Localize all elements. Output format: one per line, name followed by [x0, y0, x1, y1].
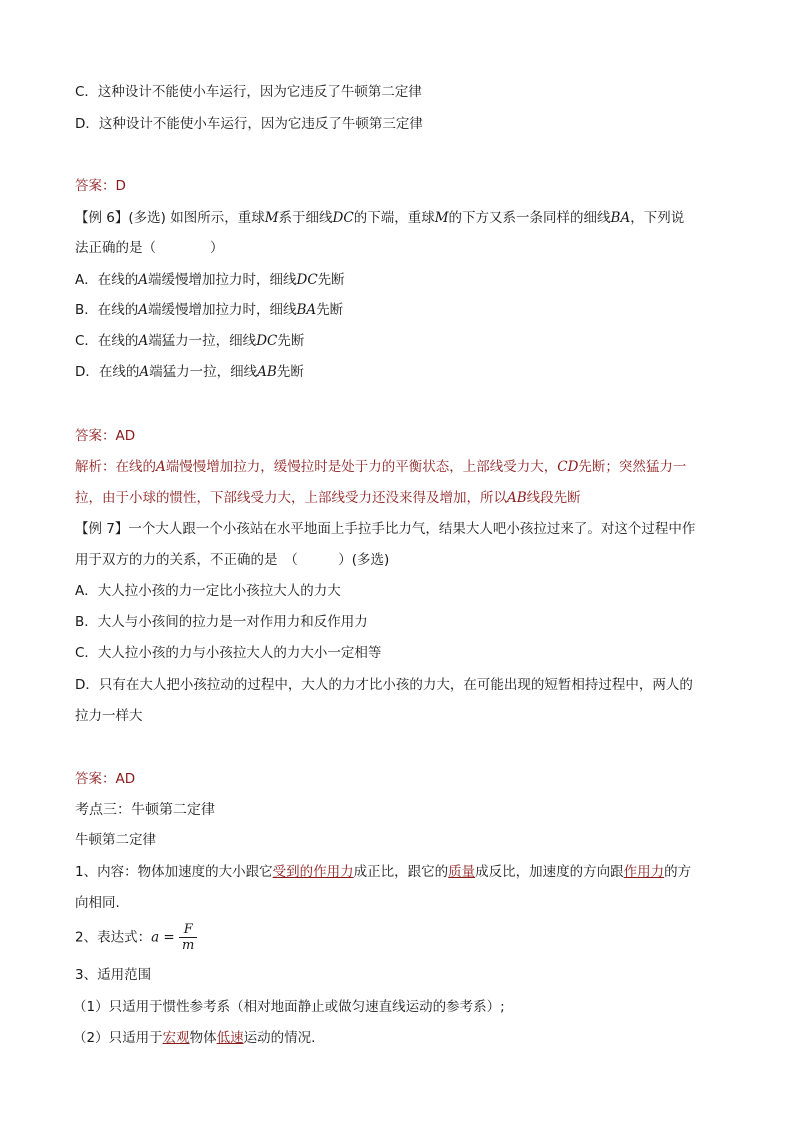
- opt-post: 先断: [316, 302, 344, 318]
- ex6-text-d: 的下方又系一条同样的细线: [448, 210, 611, 226]
- example6-option-b: [75, 301, 343, 319]
- example6-option-a: [75, 271, 345, 289]
- underlined-term: 宏观: [162, 1030, 190, 1046]
- example7-option-a: A．大人拉小孩的力一定比小孩拉大人的力大: [75, 583, 341, 599]
- formula-lhs: a =: [151, 929, 175, 946]
- scope-text: （2）只适用于: [73, 1030, 163, 1046]
- var-cd: CD: [557, 459, 579, 475]
- content-text: 成正比，跟它的: [353, 864, 449, 880]
- var-line: AB: [257, 364, 277, 380]
- var-line: DC: [256, 333, 278, 349]
- content-line2: 向相同.: [75, 895, 120, 911]
- example7-option-c: C．大人拉小孩的力与小孩拉大人的力大小一定相等: [75, 645, 382, 661]
- answer-7: 答案：AD: [75, 771, 136, 787]
- section-title: 考点三：牛顿第二定律: [75, 802, 215, 818]
- content-text: 成反比，加速度的方向跟: [475, 864, 624, 880]
- var-m: M: [264, 210, 279, 226]
- scope-title: 3、适用范围: [75, 967, 152, 983]
- opt-mid: 端猛力一拉，细线: [149, 364, 258, 380]
- var-a: A: [138, 333, 149, 349]
- var-a: A: [138, 272, 148, 288]
- example7-option-d-line1: D．只有在大人把小孩拉动的过程中，大人的力才比小孩的力大，在可能出现的短暂相持过程中，两人的: [75, 677, 693, 693]
- section-subtitle: 牛顿第二定律: [75, 832, 156, 848]
- expression-line: [75, 922, 197, 953]
- example7-option-b: B．大人与小孩间的拉力是一对作用力和反作用力: [75, 614, 368, 630]
- example7-line1: [75, 520, 695, 538]
- option-c-prev: C．这种设计不能使小车运行，因为它违反了牛顿第二定律: [75, 84, 422, 100]
- opt-pre: A．在线的: [75, 272, 139, 288]
- content-text: 的方: [664, 864, 692, 880]
- opt-post: 先断: [277, 333, 305, 349]
- var-ab: AB: [507, 490, 527, 506]
- var-a: A: [138, 302, 149, 318]
- answer-5: 答案：D: [75, 178, 126, 194]
- var-dc: DC: [332, 210, 354, 226]
- explanation-6-line1: [75, 458, 686, 476]
- underlined-term: 受到的作用力: [272, 864, 354, 880]
- answer-6: 答案：AD: [75, 428, 136, 444]
- opt-mid: 端猛力一拉，细线: [148, 333, 257, 349]
- ex6-text-b: 系于细线: [278, 210, 333, 226]
- example7-line2: 用于双方的力的关系，不正确的是 （ ）(多选): [75, 552, 390, 568]
- var-a: A: [139, 364, 150, 380]
- exp-text: 端慢慢增加拉力，缓慢拉时是处于力的平衡状态，上部线受力大，: [165, 459, 558, 475]
- example7-option-d-line2: 拉力一样大: [75, 708, 143, 724]
- example6-line2: 法正确的是（ ）: [75, 240, 224, 256]
- opt-pre: C．在线的: [75, 333, 139, 349]
- ex6-text-e: ，下列说: [630, 210, 685, 226]
- var-a: A: [156, 459, 166, 475]
- explanation-6-line2: [75, 489, 581, 507]
- fraction-denominator: m: [182, 938, 195, 953]
- expression-label: 2、表达式：: [75, 929, 152, 946]
- exp-text: 解析：在线的: [75, 459, 156, 475]
- fraction-numerator: F: [179, 922, 197, 938]
- example6-option-d: [75, 363, 304, 381]
- var-line: DC: [296, 272, 318, 288]
- opt-pre: B．在线的: [75, 302, 139, 318]
- exp-text: 线段先断: [526, 490, 581, 506]
- opt-mid: 端缓慢增加拉力时，细线: [148, 302, 297, 318]
- formula-fraction: [179, 922, 197, 953]
- ex6-text-c: 的下端，重球: [353, 210, 435, 226]
- exp-text: 拉，由于小球的惯性，下部线受力大，上部线受力还没来得及增加，所以: [75, 490, 507, 506]
- example6-option-c: [75, 332, 304, 350]
- scope-text: 物体: [189, 1030, 217, 1046]
- var-m: M: [434, 210, 449, 226]
- opt-mid: 端缓慢增加拉力时，细线: [148, 272, 297, 288]
- content-text: 1、内容：物体加速度的大小跟它: [75, 864, 273, 880]
- scope-item-1: （1）只适用于惯性参考系（相对地面静止或做匀速直线运动的参考系）;: [73, 999, 505, 1015]
- var-line: BA: [296, 302, 317, 318]
- exp-text: 先断；突然猛力一: [578, 459, 687, 475]
- opt-post: 先断: [276, 364, 304, 380]
- scope-item-2: [73, 1029, 315, 1047]
- option-d-prev: D．这种设计不能使小车运行，因为它违反了牛顿第三定律: [75, 116, 423, 132]
- content-line1: [75, 863, 691, 881]
- opt-pre: D．在线的: [75, 364, 140, 380]
- opt-post: 先断: [317, 272, 345, 288]
- underlined-term: 作用力: [623, 864, 665, 880]
- var-ba: BA: [610, 210, 631, 226]
- example6-line1: [75, 209, 684, 227]
- ex7-text: 一个大人跟一个小孩站在水平地面上手拉手比力气，结果大人吧小孩拉过来了。对这个过程中作: [128, 521, 696, 537]
- ex6-text-a: (多选) 如图所示，重球: [128, 210, 265, 226]
- underlined-term: 低速: [216, 1030, 244, 1046]
- example7-tag: 【例 7】: [75, 521, 129, 537]
- example6-tag: 【例 6】: [75, 210, 129, 226]
- scope-text: 运动的情况.: [243, 1030, 316, 1046]
- underlined-term: 质量: [448, 864, 476, 880]
